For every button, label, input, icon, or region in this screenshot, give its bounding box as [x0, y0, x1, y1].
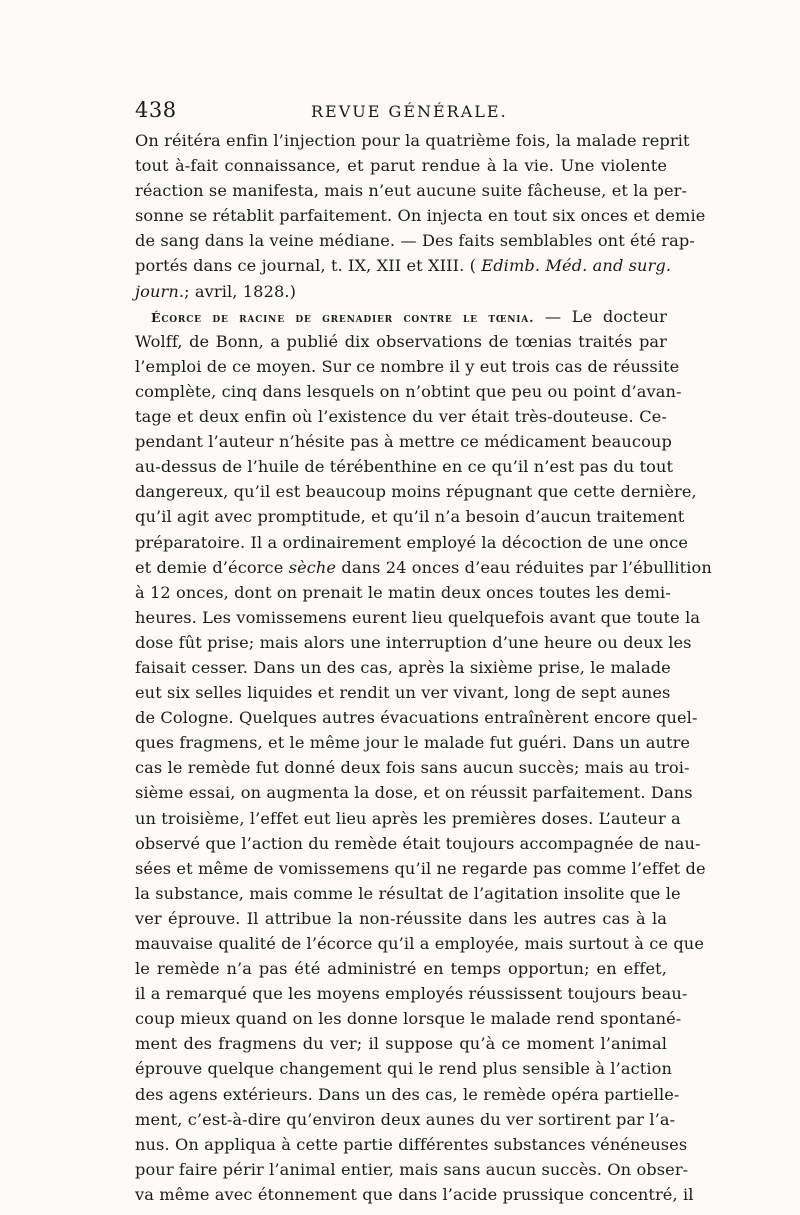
text-line: un troisième, l’effet eut lieu après les premières doses. L’auteur a	[135, 808, 681, 828]
text-line: réaction se manifesta, mais n’eut aucune suite fâcheuse, et la per-	[135, 181, 688, 201]
text-line: eut six selles liquides et rendit un ver vivant, long de sept aunes	[135, 683, 671, 703]
text-line: à 12 onces, dont on prenait le matin deux onces toutes les demi-	[135, 582, 671, 602]
text-line: sième essai, on augmenta la dose, et on réussit parfaitement. Dans	[135, 783, 693, 803]
text-line: tout à-fait connaissance, et parut rendue à la vie. Une violente	[135, 156, 667, 176]
text-line: la substance, mais comme le résultat de l’agitation insolite que le	[135, 883, 681, 903]
text-line: observé que l’action du remède était toujours accompagnée de nau-	[135, 833, 701, 853]
text-line: de sang dans la veine médiane. — Des faits semblables ont été rap-	[135, 231, 695, 251]
italic-word: sèche	[288, 557, 337, 577]
text-line: sées et même de vomissemens qu’il ne regarde pas comme l’effet de	[135, 858, 706, 878]
text-line: préparatoire. Il a ordinairement employé la décoction de une once	[135, 532, 689, 552]
page-number: 438	[135, 98, 177, 122]
text-line: cas le remède fut donné deux fois sans aucun succès; mais au troi-	[135, 758, 690, 778]
article-body	[135, 128, 712, 1207]
text-line	[135, 279, 667, 304]
text-line: dangereux, qu’il est beaucoup moins répugnant que cette dernière,	[135, 482, 697, 502]
text-line: va même avec étonnement que dans l’acide prussique concentré, il	[135, 1184, 694, 1204]
text-line: pendant l’auteur n’hésite pas à mettre ce médicament beaucoup	[135, 432, 672, 452]
text-line: éprouve quelque changement qui le rend plus sensible à l’action	[135, 1059, 673, 1079]
text-line: dose fût prise; mais alors une interruption d’une heure ou deux les	[135, 632, 692, 652]
text-span: portés dans ce journal, t. IX, XII et XIII. (	[135, 256, 477, 276]
text-line: de Cologne. Quelques autres évacuations entraînèrent encore quel-	[135, 708, 698, 728]
text-line: pour faire périr l’animal entier, mais sans aucun succès. On obser-	[135, 1159, 689, 1179]
text-line: nus. On appliqua à cette partie différentes substances vénéneuses	[135, 1134, 688, 1154]
text-line: ver éprouve. Il attribue la non-réussite dans les autres cas à la	[135, 908, 667, 928]
text-line: On réitéra enfin l’injection pour la quatrième fois, la malade reprit	[135, 131, 690, 150]
text-line: ques fragmens, et le même jour le malade fut guéri. Dans un autre	[135, 733, 691, 753]
text-line: heures. Les vomissemens eurent lieu quelquefois avant que toute la	[135, 607, 701, 627]
text-line: le remède n’a pas été administré en temps opportun; en effet,	[135, 959, 667, 979]
running-head: REVUE GÉNÉRALE.	[311, 102, 508, 121]
text-line: des agens extérieurs. Dans un des cas, le remède opéra partielle-	[135, 1084, 680, 1104]
text-line: coup mieux quand on les donne lorsque le malade rend spontané-	[135, 1009, 682, 1029]
text-span: — Le docteur	[534, 306, 667, 326]
text-line: au-dessus de l’huile de térébenthine en ce qu’il n’est pas du tout	[135, 457, 674, 477]
text-line: qu’il agit avec promptitude, et qu’il n’a besoin d’aucun traitement	[135, 507, 685, 527]
text-span: et demie d’écorce	[135, 557, 289, 577]
citation-journal: Edimb. Méd. and surg.	[481, 256, 672, 276]
page-header	[135, 98, 667, 128]
text-line: tage et deux enfin où l’existence du ver était très-douteuse. Ce-	[135, 407, 667, 427]
text-span: ; avril, 1828.)	[184, 281, 297, 301]
text-line: faisait cesser. Dans un des cas, après la sixième prise, le malade	[135, 657, 671, 677]
text-line: ment, c’est-à-dire qu’environ deux aunes du ver sortirent par l’a-	[135, 1109, 676, 1129]
text-line: ment des fragmens du ver; il suppose qu’à ce moment l’animal	[135, 1034, 667, 1054]
text-line: complète, cinq dans lesquels on n’obtint que peu ou point d’avan-	[135, 381, 682, 401]
text-line	[135, 253, 672, 278]
section-title: Écorce de racine de grenadier contre le tœnia.	[151, 309, 535, 325]
text-line: sonne se rétablit parfaitement. On injecta en tout six onces et demie	[135, 206, 706, 226]
text-line: l’emploi de ce moyen. Sur ce nombre il y eut trois cas de réussite	[135, 356, 680, 376]
text-line	[135, 555, 712, 580]
text-line: mauvaise qualité de l’écorce qu’il a employée, mais surtout à ce que	[135, 934, 705, 953]
text-span: dans 24 onces d’eau réduites par l’ébullition	[336, 557, 712, 577]
text-line: il a remarqué que les moyens employés réussissent toujours beau-	[135, 984, 688, 1004]
citation-journal-abbrev: journ.	[135, 281, 185, 301]
section-title-line	[135, 304, 667, 329]
text-line: Wolff, de Bonn, a publié dix observations de tœnias traités par	[135, 331, 667, 351]
